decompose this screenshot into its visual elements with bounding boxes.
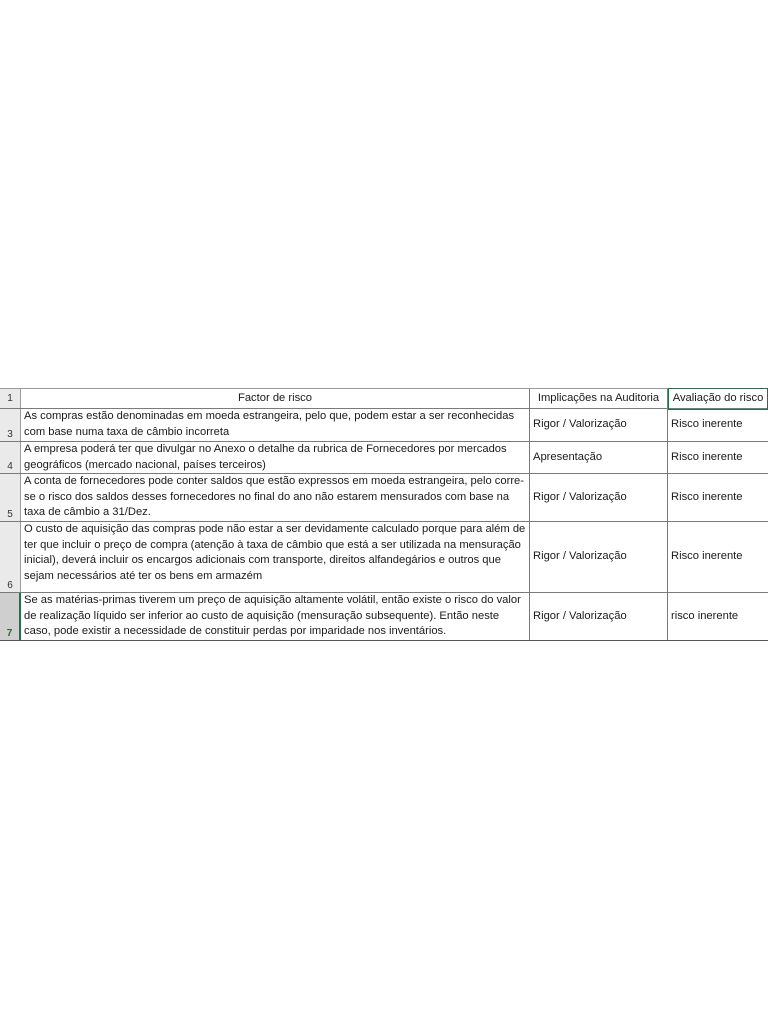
row-header-5[interactable]: 5 xyxy=(0,474,21,521)
audit-implications-cell[interactable]: Rigor / Valorização xyxy=(530,522,668,592)
table-row xyxy=(0,474,768,522)
audit-implications-cell[interactable]: Rigor / Valorização xyxy=(530,474,668,521)
row-header-6[interactable]: 6 xyxy=(0,522,21,592)
row-header-1[interactable]: 1 xyxy=(0,389,21,408)
audit-implications-cell[interactable]: Rigor / Valorização xyxy=(530,409,668,441)
audit-implications-cell[interactable]: Rigor / Valorização xyxy=(530,593,668,640)
row-header-7[interactable]: 7 xyxy=(0,593,21,640)
table-row xyxy=(0,522,768,593)
risk-factor-cell[interactable]: A conta de fornecedores pode conter saldos que estão expressos em moeda estrangeira, pelo corre-se o risco dos saldos desses fornecedores no final do ano não estarem mensurados com base na taxa de câmbio a 31/Dez. xyxy=(21,474,530,521)
row-header-4[interactable]: 4 xyxy=(0,442,21,473)
table-row xyxy=(0,593,768,641)
column-header-audit-implications[interactable]: Implicações na Auditoria xyxy=(530,389,668,408)
risk-assessment-cell[interactable]: Risco inerente xyxy=(671,450,743,463)
risk-factor-cell[interactable]: As compras estão denominadas em moeda estrangeira, pelo que, podem estar a ser reconhecidas com base numa taxa de câmbio incorreta xyxy=(21,409,530,441)
risk-assessment-cell[interactable]: Risco inerente xyxy=(671,418,743,431)
table-row xyxy=(0,442,768,474)
spreadsheet-table xyxy=(0,388,768,641)
table-row xyxy=(0,409,768,442)
header-row xyxy=(0,388,768,409)
column-header-risk-factor[interactable]: Factor de risco xyxy=(21,389,530,408)
risk-factor-cell[interactable]: Se as matérias-primas tiverem um preço de aquisição altamente volátil, então existe o risco do valor de realização líquido ser inferior ao custo de aquisição (mensuração subsequente). Então neste caso, pode existir a necessidade de constituir perdas por imparidade nos inventários. xyxy=(21,593,530,640)
risk-factor-cell[interactable]: O custo de aquisição das compras pode não estar a ser devidamente calculado porque para além de ter que incluir o preço de compra (atenção à taxa de câmbio que está a ser utilizada na mensuração inicial), deverá incluir os encargos adicionais com transporte, direitos alfandegários e outros que sejam necessários até ter os bens em armazém xyxy=(21,522,530,592)
risk-assessment-cell[interactable]: Risco inerente xyxy=(671,490,743,503)
audit-implications-cell[interactable]: Apresentação xyxy=(530,442,668,473)
risk-assessment-cell[interactable]: Risco inerente xyxy=(671,550,743,563)
risk-factor-cell[interactable]: A empresa poderá ter que divulgar no Anexo o detalhe da rubrica de Fornecedores por mercados geográficos (mercado nacional, países terceiros) xyxy=(21,442,530,473)
risk-assessment-cell[interactable]: risco inerente xyxy=(671,609,739,622)
column-header-risk-assessment[interactable]: Avaliação do risco xyxy=(668,388,768,410)
row-header-3[interactable]: 3 xyxy=(0,409,21,441)
